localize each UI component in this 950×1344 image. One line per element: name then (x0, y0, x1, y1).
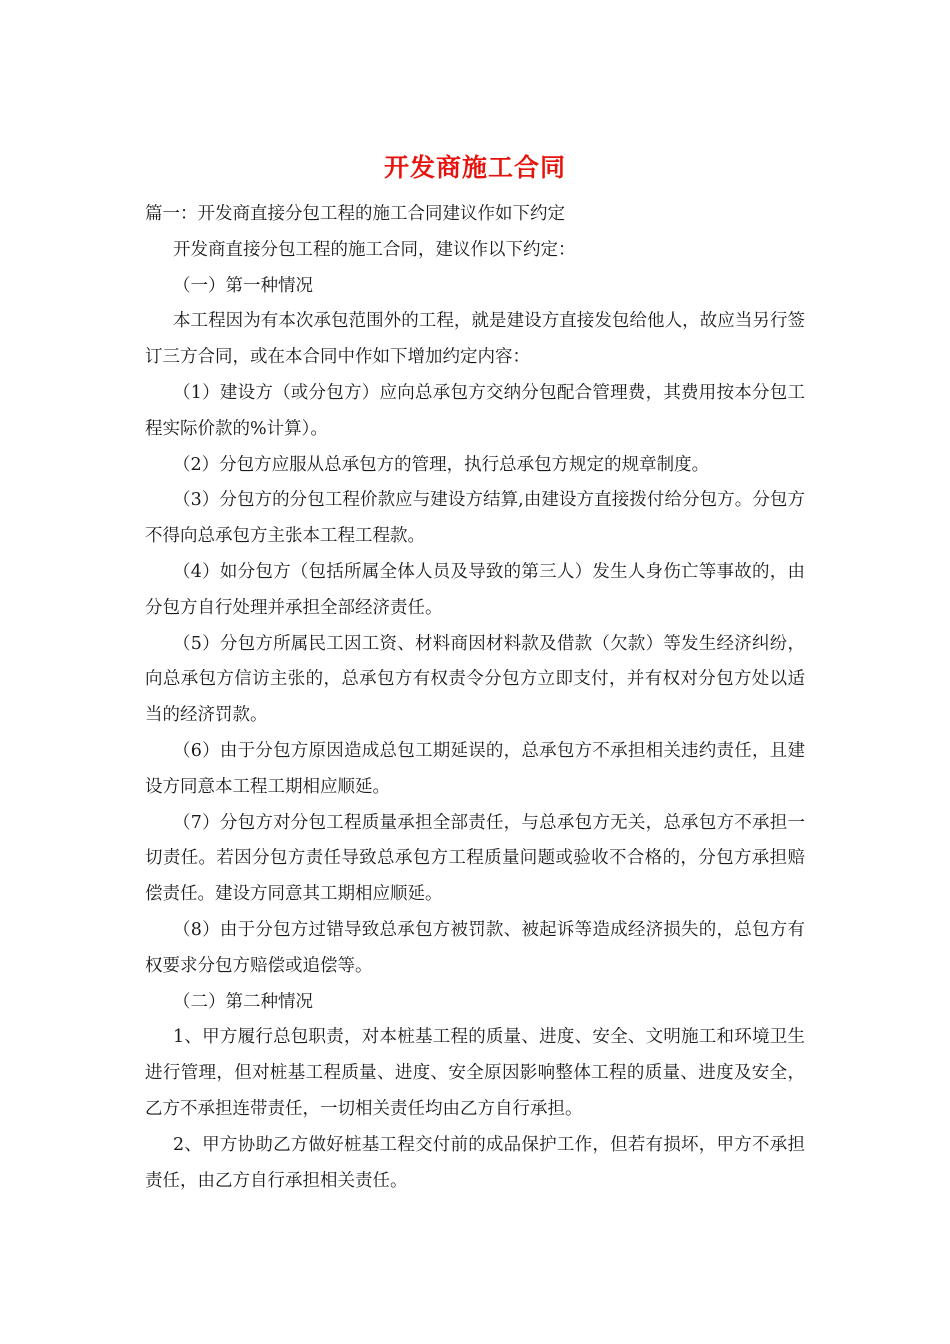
clause-item: 1、甲方履行总包职责，对本桩基工程的质量、进度、安全、文明施工和环境卫生进行管理，但对桩基工程质量、进度、安全原因影响整体工程的质量、进度及安全，乙方不承担连带责任，一切相关责任均由乙方自行承担。 (145, 1027, 805, 1119)
clause-item: （2）分包方应服从总承包方的管理，执行总承包方规定的规章制度。 (173, 454, 710, 475)
clause-item: （3）分包方的分包工程价款应与建设方结算,由建设方直接拨付给分包方。分包方不得向总承包方主张本工程工程款。 (145, 490, 805, 547)
clause-item: （1）建设方（或分包方）应向总承包方交纳分包配合管理费，其费用按本分包工程实际价款的%计算）。 (145, 382, 805, 439)
subsection-heading: （二）第二种情况 (173, 991, 313, 1012)
clause-item: （8）由于分包方过错导致总承包方被罚款、被起诉等造成经济损失的，总包方有权要求分包方赔偿或追偿等。 (145, 919, 805, 976)
subsection-heading: （一）第一种情况 (173, 275, 313, 296)
clause-item: （4）如分包方（包括所属全体人员及导致的第三人）发生人身伤亡等事故的，由分包方自行处理并承担全部经济责任。 (145, 561, 805, 618)
document-body (145, 197, 805, 1199)
document-title: 开发商施工合同 (383, 153, 566, 182)
clause-item: （6）由于分包方原因造成总包工期延误的，总承包方不承担相关违约责任，且建设方同意本工程工期相应顺延。 (145, 740, 805, 797)
clause-item: 2、甲方协助乙方做好桩基工程交付前的成品保护工作，但若有损坏，甲方不承担责任，由乙方自行承担相关责任。 (145, 1134, 805, 1191)
section-heading: 篇一：开发商直接分包工程的施工合同建议作如下约定 (145, 204, 565, 224)
clause-item: （5）分包方所属民工因工资、材料商因材料款及借款（欠款）等发生经济纠纷，向总承包方信访主张的，总承包方有权责令分包方立即支付，并有权对分包方处以适当的经济罚款。 (145, 633, 805, 726)
paragraph: 本工程因为有本次承包范围外的工程，就是建设方直接发包给他人，故应当另行签订三方合同，或在本合同中作如下增加约定内容： (145, 311, 805, 368)
clause-item: （7）分包方对分包工程质量承担全部责任，与总承包方无关，总承包方不承担一切责任。若因分包方责任导致总承包方工程质量问题或验收不合格的，分包方承担赔偿责任。建设方同意其工期相应顺延。 (145, 812, 805, 905)
paragraph: 开发商直接分包工程的施工合同，建议作以下约定： (173, 239, 576, 260)
